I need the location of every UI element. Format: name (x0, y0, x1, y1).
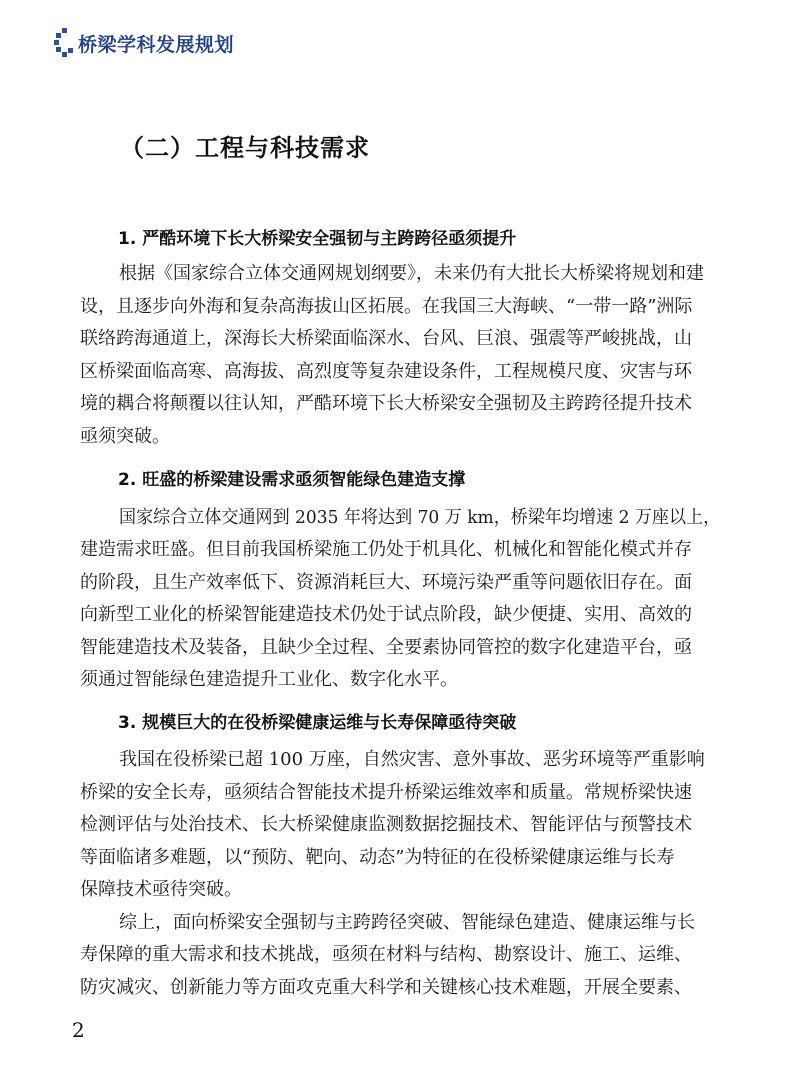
paragraph-line: 保障技术亟待突破。 (80, 879, 242, 900)
paragraph-line: 国家综合立体交通网到 2035 年将达到 70 万 km，桥梁年均增速 2 万座以上， (119, 507, 721, 528)
section-title: （二）工程与科技需求 (120, 134, 370, 162)
logo-icon (54, 28, 76, 60)
paragraph-line: 寿保障的重大需求和技术挑战，亟须在材料与结构、勘察设计、施工、运维、 (80, 944, 692, 965)
paragraph-line: 联络跨海通道上，深海长大桥梁面临深水、台风、巨浪、强震等严峻挑战，山 (80, 328, 692, 349)
paragraph-line: 我国在役桥梁已超 100 万座，自然灾害、意外事故、恶劣环境等严重影响 (119, 749, 705, 770)
paragraph-line: 建造需求旺盛。但目前我国桥梁施工仍处于机具化、机械化和智能化模式并存 (80, 539, 692, 560)
paragraph-line: 检测评估与处治技术、长大桥梁健康监测数据挖掘技术、智能评估与预警技术 (80, 814, 692, 835)
paragraph-line: 根据《国家综合立体交通网规划纲要》，未来仍有大批长大桥梁将规划和建 (119, 263, 704, 284)
paragraph-line: 亟须突破。 (80, 426, 170, 447)
paragraph-line: 桥梁的安全长寿，亟须结合智能技术提升桥梁运维效率和质量。常规桥梁快速 (80, 782, 692, 803)
subsection-heading-3: 3. 规模巨大的在役桥梁健康运维与长寿保障亟待突破 (118, 713, 517, 733)
subsection-heading-1: 1. 严酷环境下长大桥梁安全强韧与主跨跨径亟须提升 (118, 229, 517, 249)
paragraph-line: 的阶段，且生产效率低下、资源消耗巨大、环境污染严重等问题依旧存在。面 (80, 572, 692, 593)
book-title: 桥梁学科发展规划 (78, 34, 235, 56)
paragraph-line: 向新型工业化的桥梁智能建造技术仍处于试点阶段，缺少便捷、实用、高效的 (80, 604, 692, 625)
paragraph-line: 等面临诸多难题，以“预防、靶向、动态”为特征的在役桥梁健康运维与长寿 (80, 847, 675, 868)
paragraph-line: 综上，面向桥梁安全强韧与主跨跨径突破、智能绿色建造、健康运维与长 (119, 912, 695, 933)
page-number: 2 (72, 1018, 85, 1042)
paragraph-line: 境的耦合将颠覆以往认知，严酷环境下长大桥梁安全强韧及主跨跨径提升技术 (80, 393, 692, 414)
paragraph-line: 须通过智能绿色建造提升工业化、数字化水平。 (80, 669, 458, 690)
subsection-heading-2: 2. 旺盛的桥梁建设需求亟须智能绿色建造支撑 (118, 470, 466, 490)
paragraph-line: 智能建造技术及装备，且缺少全过程、全要素协同管控的数字化建造平台，亟 (80, 637, 692, 658)
paragraph-line: 设，且逐步向外海和复杂高海拔山区拓展。在我国三大海峡、“一带一路”洲际 (80, 296, 693, 317)
paragraph-line: 区桥梁面临高寒、高海拔、高烈度等复杂建设条件，工程规模尺度、灾害与环 (80, 361, 692, 382)
paragraph-line: 防灾减灾、创新能力等方面攻克重大科学和关键核心技术难题，开展全要素、 (80, 977, 692, 998)
running-header (0, 0, 790, 70)
